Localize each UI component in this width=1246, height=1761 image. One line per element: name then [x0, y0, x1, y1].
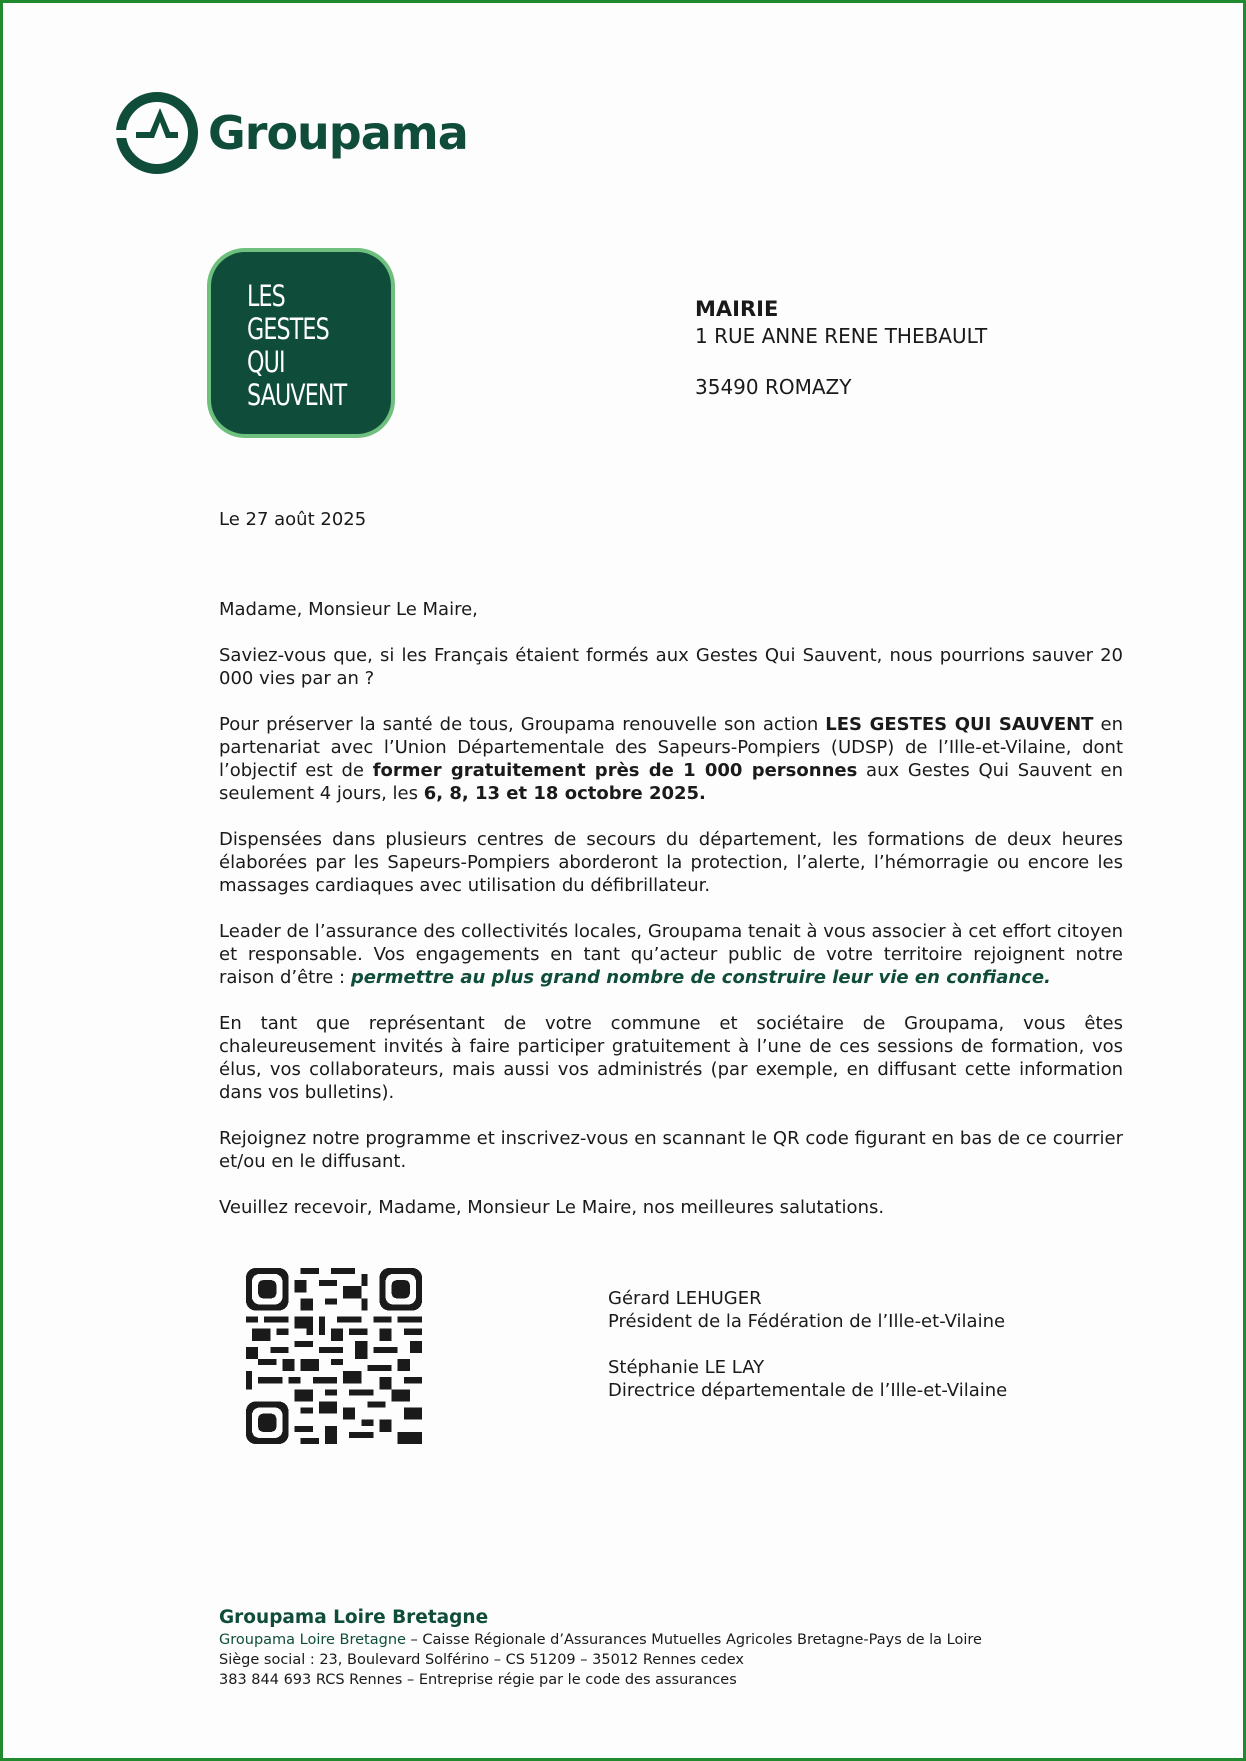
signature-block	[608, 1287, 1007, 1333]
footer-registration: 383 844 693 RCS Rennes – Entreprise régie par le code des assurances	[219, 1672, 737, 1688]
badge-line: LES	[247, 279, 285, 313]
footer-company-desc: – Caisse Régionale d’Assurances Mutuelles Agricoles Bretagne-Pays de la Loire	[405, 1632, 982, 1648]
paragraph-6: Rejoignez notre programme et inscrivez-vous en scannant le QR code figurant en bas de ce courrier et/ou en le diffusant.	[219, 1128, 1123, 1172]
badge-line: GESTES	[247, 312, 329, 346]
signatory-title: Président de la Fédération de l’Ille-et-Vilaine	[608, 1311, 1006, 1332]
badge-line: QUI	[247, 345, 285, 379]
footer-title: Groupama Loire Bretagne	[219, 1607, 489, 1628]
signatures	[608, 1287, 1007, 1425]
objective-highlight: former gratuitement près de 1 000 personnes	[372, 760, 858, 781]
recipient-address	[695, 296, 987, 401]
program-name: LES GESTES QUI SAUVENT	[825, 714, 1094, 735]
recipient-city: 35490 ROMAZY	[695, 375, 852, 399]
text: aux Gestes Qui Sauvent en seulement 4 jours, les	[219, 760, 1124, 804]
text: Pour préserver la santé de tous, Groupama renouvelle son action	[219, 714, 826, 735]
signatory-name: Stéphanie LE LAY	[608, 1357, 765, 1378]
brand-name: Groupama	[208, 106, 468, 160]
recipient-street: 1 RUE ANNE RENE THEBAULT	[695, 324, 988, 348]
salutation: Madame, Monsieur Le Maire,	[219, 599, 478, 620]
text: Leader de l’assurance des collectivités locales, Groupama tenait à vous associer à cet effort citoyen et responsable. Vos engagements en tant qu’acteur public de votre territoire rejoignent notre raison d’être :	[219, 921, 1123, 988]
text: en partenariat avec l’Union Départementale des Sapeurs-Pompiers (UDSP) de l’Ille-et-Vilaine, dont l’objectif est de	[219, 714, 1123, 781]
letter-body	[219, 598, 1123, 1242]
closing: Veuillez recevoir, Madame, Monsieur Le Maire, nos meilleures salutations.	[219, 1197, 885, 1218]
paragraph-1: Saviez-vous que, si les Français étaient formés aux Gestes Qui Sauvent, nous pourrions sauver 20 000 vies par an ?	[219, 645, 1123, 689]
paragraph-5: En tant que représentant de votre commune et sociétaire de Groupama, vous êtes chaleureusement invités à faire participer gratuitement à l’une de ces sessions de formation, vos élus, vos collaborateurs, mais aussi vos administrés (par exemple, en diffusant cette information dans vos bulletins).	[219, 1013, 1123, 1103]
qr-code-icon	[246, 1268, 422, 1444]
groupama-logo-icon	[116, 92, 198, 174]
les-gestes-qui-sauvent-badge	[211, 252, 391, 434]
letter-date: Le 27 août 2025	[219, 509, 367, 530]
footer-line	[219, 1630, 982, 1650]
paragraph-3: Dispensées dans plusieurs centres de secours du département, les formations de deux heures élaborées par les Sapeurs-Pompiers aborderont la protection, l’alerte, l’hémorragie ou encore les massages cardiaques avec utilisation du défibrillateur.	[219, 829, 1123, 896]
signatory-name: Gérard LEHUGER	[608, 1288, 762, 1309]
signatory-title: Directrice départementale de l’Ille-et-Vilaine	[608, 1380, 1008, 1401]
footer-address: Siège social : 23, Boulevard Solférino – CS 51209 – 35012 Rennes cedex	[219, 1652, 745, 1668]
purpose-highlight: permettre au plus grand nombre de construire leur vie en confiance.	[350, 967, 1051, 988]
groupama-logo	[116, 92, 468, 174]
recipient-name: MAIRIE	[695, 297, 779, 321]
dates-highlight: 6, 8, 13 et 18 octobre 2025.	[423, 783, 706, 804]
footer-company-name: Groupama Loire Bretagne	[219, 1632, 406, 1648]
paragraph-2	[219, 713, 1123, 805]
signature-block	[608, 1356, 1007, 1402]
footer	[219, 1606, 982, 1690]
badge-line: SAUVENT	[247, 378, 347, 412]
paragraph-4	[219, 920, 1123, 989]
